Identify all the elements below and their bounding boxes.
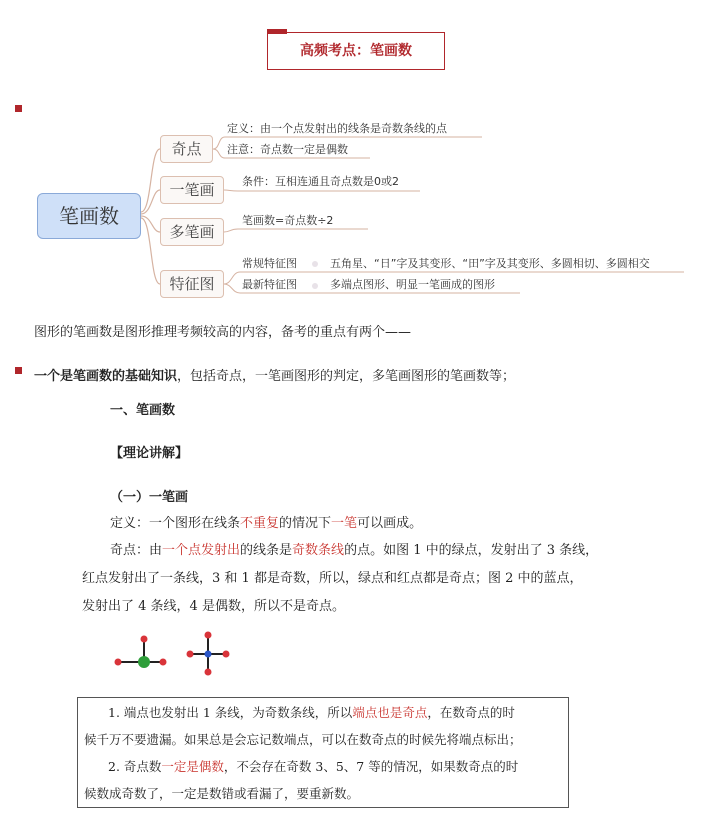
page-title: 高频考点：笔画数 [267, 32, 445, 70]
key-point-1-rest: ，包括奇点，一笔画图形的判定，多笔画图形的笔画数等； [177, 369, 516, 384]
red-point [187, 651, 194, 658]
sub-title: （一）一笔画 [110, 490, 189, 505]
note-2-highlight: 一定是偶数 [161, 759, 224, 774]
definition-pre: 定义：一个图形在线条 [110, 516, 241, 531]
figure-1 [115, 636, 167, 669]
red-point [115, 659, 122, 666]
definition-highlight-1: 不重复 [240, 516, 280, 531]
note-2-post: ，不会存在奇数 3、5、7 等的情况，如果数奇点的时 [223, 759, 519, 774]
figure-2 [187, 632, 230, 676]
odd-point-highlight-1: 一个点发射出 [162, 543, 241, 558]
bullet-marker [15, 367, 22, 374]
mindmap-node-multi-stroke: 多笔画 [160, 218, 224, 246]
odd-point-line-3: 发射出了 4 条线，4 是偶数，所以不是奇点。 [82, 599, 345, 614]
note-2-line-2: 候数成奇数了，一定是数错或看漏了，要重新数。 [84, 786, 360, 801]
mindmap-leaf-regular-figure: 常规特征图 [242, 257, 297, 270]
note-1-line-1 [108, 703, 515, 721]
definition-line [110, 516, 422, 532]
mindmap-connectors [0, 0, 705, 320]
odd-point-highlight-2: 奇数条线 [292, 543, 345, 558]
theory-label: 【理论讲解】 [110, 446, 189, 461]
note-1-pre: 1. 端点也发射出 1 条线，为奇数条线，所以 [108, 705, 353, 720]
definition-mid: 的情况下 [279, 516, 332, 531]
note-2-pre: 2. 奇点数 [108, 759, 162, 774]
red-point [160, 659, 167, 666]
mindmap-node-odd-point: 奇点 [160, 135, 213, 163]
odd-point-post: 的点。如图 1 中的绿点，发射出了 3 条线， [344, 543, 599, 558]
key-point-1 [34, 365, 515, 384]
mindmap-root: 笔画数 [37, 193, 141, 239]
mindmap-leaf-definition: 定义：由一个点发射出的线条是奇数条线的点 [227, 122, 447, 135]
definition-post: 可以画成。 [357, 516, 423, 531]
red-point [141, 636, 148, 643]
mindmap-node-one-stroke: 一笔画 [160, 176, 224, 204]
note-1-highlight: 端点也是奇点 [352, 705, 428, 720]
mindmap-leaf-new-detail: 多端点图形、明显一笔画成的图形 [330, 278, 495, 291]
blue-point [205, 651, 212, 658]
intro-text: 图形的笔画数是图形推理考频较高的内容，备考的重点有两个—— [34, 325, 412, 340]
section-title: 一、笔画数 [110, 403, 176, 418]
green-point [138, 656, 150, 668]
mindmap-node-feature-figure: 特征图 [160, 270, 224, 298]
figure-odd-point-examples [108, 628, 238, 676]
odd-point-mid: 的线条是 [240, 543, 293, 558]
mindmap-connector-dot [312, 283, 318, 289]
red-point [223, 651, 230, 658]
mindmap-leaf-regular-detail: 五角星、“日”字及其变形、“田”字及其变形、多圆相切、多圆相交 [330, 257, 650, 270]
odd-point-line-1 [110, 543, 598, 559]
odd-point-line-2: 红点发射出了一条线，3 和 1 都是奇数，所以，绿点和红点都是奇点；图 2 中的蓝点， [82, 571, 583, 586]
mindmap-leaf-stroke-formula: 笔画数=奇点数÷2 [242, 214, 334, 227]
note-1-post: ，在数奇点的时 [427, 705, 515, 720]
red-point [205, 632, 212, 639]
mindmap-leaf-condition: 条件：互相连通且奇点数是0或2 [242, 175, 399, 188]
mindmap-leaf-note: 注意：奇点数一定是偶数 [227, 143, 348, 156]
odd-point-pre: 奇点：由 [110, 543, 163, 558]
note-2-line-1 [108, 757, 518, 775]
mindmap-connector-dot [312, 261, 318, 267]
note-1-line-2: 候千万不要遗漏。如果总是会忘记数端点，可以在数奇点的时候先将端点标出； [84, 732, 522, 747]
mindmap-leaf-new-figure: 最新特征图 [242, 278, 297, 291]
definition-highlight-2: 一笔 [331, 516, 358, 531]
key-point-1-bold: 一个是笔画数的基础知识 [34, 369, 178, 384]
red-point [205, 669, 212, 676]
